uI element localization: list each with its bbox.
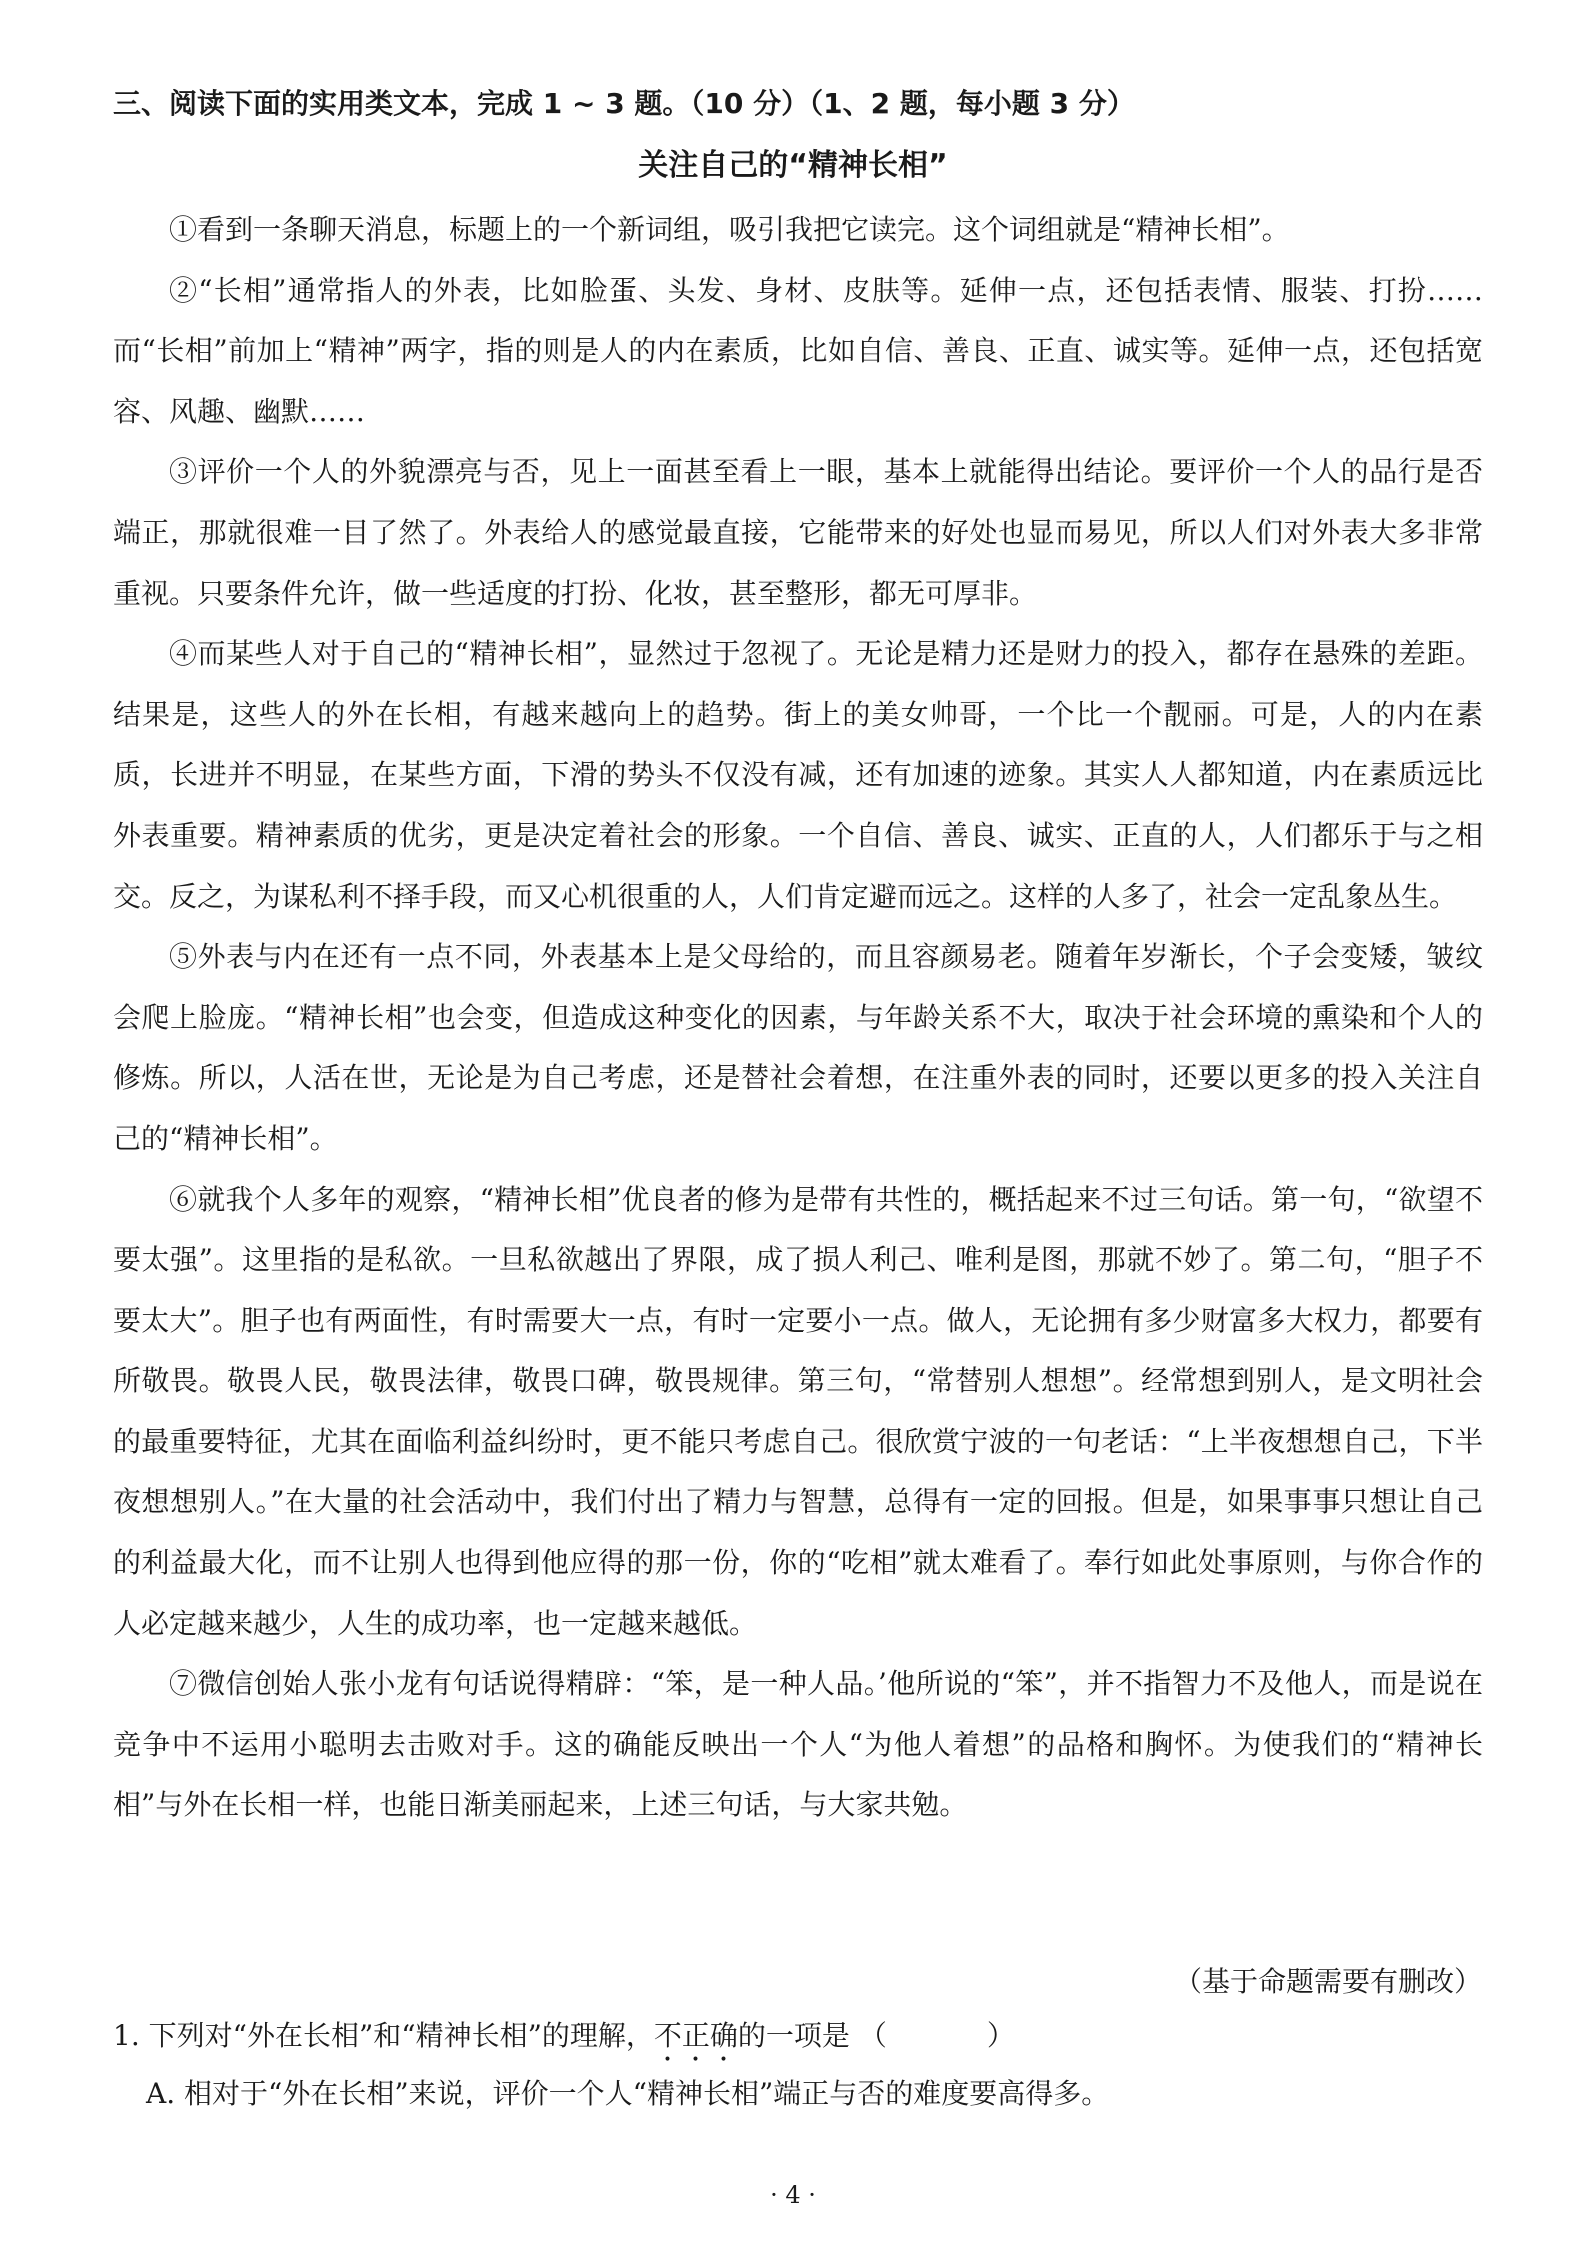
- question-1: [113, 2016, 1493, 2068]
- paragraph-4: ④而某些人对于自己的“精神长相”，显然过于忽视了。无论是精力还是财力的投入，都存在悬殊的差距。结果是，这些人的外在长相，有越来越向上的趋势。街上的美女帅哥，一个比一个靓丽。可是，人的内在素质，长进并不明显，在某些方面，下滑的势头不仅没有减，还有加速的迹象。其实人人都知道，内在素质远比外表重要。精神素质的优劣，更是决定着社会的形象。一个自信、善良、诚实、正直的人，人们都乐于与之相交。反之，为谋私利不择手段，而又心机很重的人，人们肯定避而远之。这样的人多了，社会一定乱象丛生。: [113, 637, 1483, 913]
- question-emphasis: 不正确: [653, 2019, 738, 2052]
- page-number: · 4 ·: [770, 2181, 816, 2209]
- paragraph-1: ①看到一条聊天消息，标题上的一个新词组，吸引我把它读完。这个词组就是“精神长相”。: [169, 213, 1290, 246]
- option-a: A. 相对于“外在长相”来说，评价一个人“精神长相”端正与否的难度要高得多。: [146, 2077, 1110, 2110]
- paragraph-5: ⑤外表与内在还有一点不同，外表基本上是父母给的，而且容颜易老。随着年岁渐长，个子会变矮，皱纹会爬上脸庞。“精神长相”也会变，但造成这种变化的因素，与年龄关系不大，取决于社会环境的熏染和个人的修炼。所以，人活在世，无论是为自己考虑，还是替社会着想，在注重外表的同时，还要以更多的投入关注自己的“精神长相”。: [113, 940, 1483, 1155]
- question-number: 1.: [113, 2019, 140, 2052]
- answer-paren-open: （: [858, 2019, 887, 2052]
- paragraph-6: ⑥就我个人多年的观察，“精神长相”优良者的修为是带有共性的，概括起来不过三句话。第一句，“欲望不要太强”。这里指的是私欲。一旦私欲越出了界限，成了损人利己、唯利是图，那就不妙了。第二句，“胆子不要太大”。胆子也有两面性，有时需要大一点，有时一定要小一点。做人，无论拥有多少财富多大权力，都要有所敬畏。敬畏人民，敬畏法律，敬畏口碑，敬畏规律。第三句，“常替别人想想”。经常想到别人，是文明社会的最重要特征，尤其在面临利益纠纷时，更不能只考虑自己。很欣赏宁波的一句老话：“上半夜想想自己，下半夜想想别人。”在大量的社会活动中，我们付出了精力与智慧，总得有一定的回报。但是，如果事事只想让自己的利益最大化，而不让别人也得到他应得的那一份，你的“吃相”就太难看了。奉行如此处事原则，与你合作的人必定越来越少，人生的成功率，也一定越来越低。: [113, 1182, 1483, 1640]
- article-body: [113, 200, 1483, 1836]
- answer-paren-close: ）: [986, 2019, 1015, 2052]
- paragraph-7: ⑦微信创始人张小龙有句话说得精辟：“笨，是一种人品。’他所说的“笨”，并不指智力不及他人，而是说在竞争中不运用小聪明去击败对手。这的确能反映出一个人“为他人着想”的品格和胸怀。为使我们的“精神长相”与外在长相一样，也能日渐美丽起来，上述三句话，与大家共勉。: [113, 1667, 1483, 1822]
- article-title: 关注自己的“精神长相”: [638, 148, 948, 183]
- question-text-after: 的一项是: [737, 2019, 850, 2052]
- paragraph-3: ③评价一个人的外貌漂亮与否，见上一面甚至看上一眼，基本上就能得出结论。要评价一个人的品行是否端正，那就很难一目了然了。外表给人的感觉最直接，它能带来的好处也显而易见，所以人们对外表大多非常重视。只要条件允许，做一些适度的打扮、化妆，甚至整形，都无可厚非。: [113, 455, 1483, 610]
- question-text-before: 下列对“外在长相”和“精神长相”的理解，: [148, 2019, 654, 2052]
- section-heading: 三、阅读下面的实用类文本，完成 1 ~ 3 题。（10 分）（1、2 题，每小题 3 分）: [113, 87, 1135, 120]
- paragraph-2: ②“长相”通常指人的外表，比如脸蛋、头发、身材、皮肤等。延伸一点，还包括表情、服装、打扮……而“长相”前加上“精神”两字，指的则是人的内在素质，比如自信、善良、正直、诚实等。延伸一点，还包括宽容、风趣、幽默……: [113, 273, 1483, 428]
- source-note: （基于命题需要有删改）: [1173, 1965, 1482, 1998]
